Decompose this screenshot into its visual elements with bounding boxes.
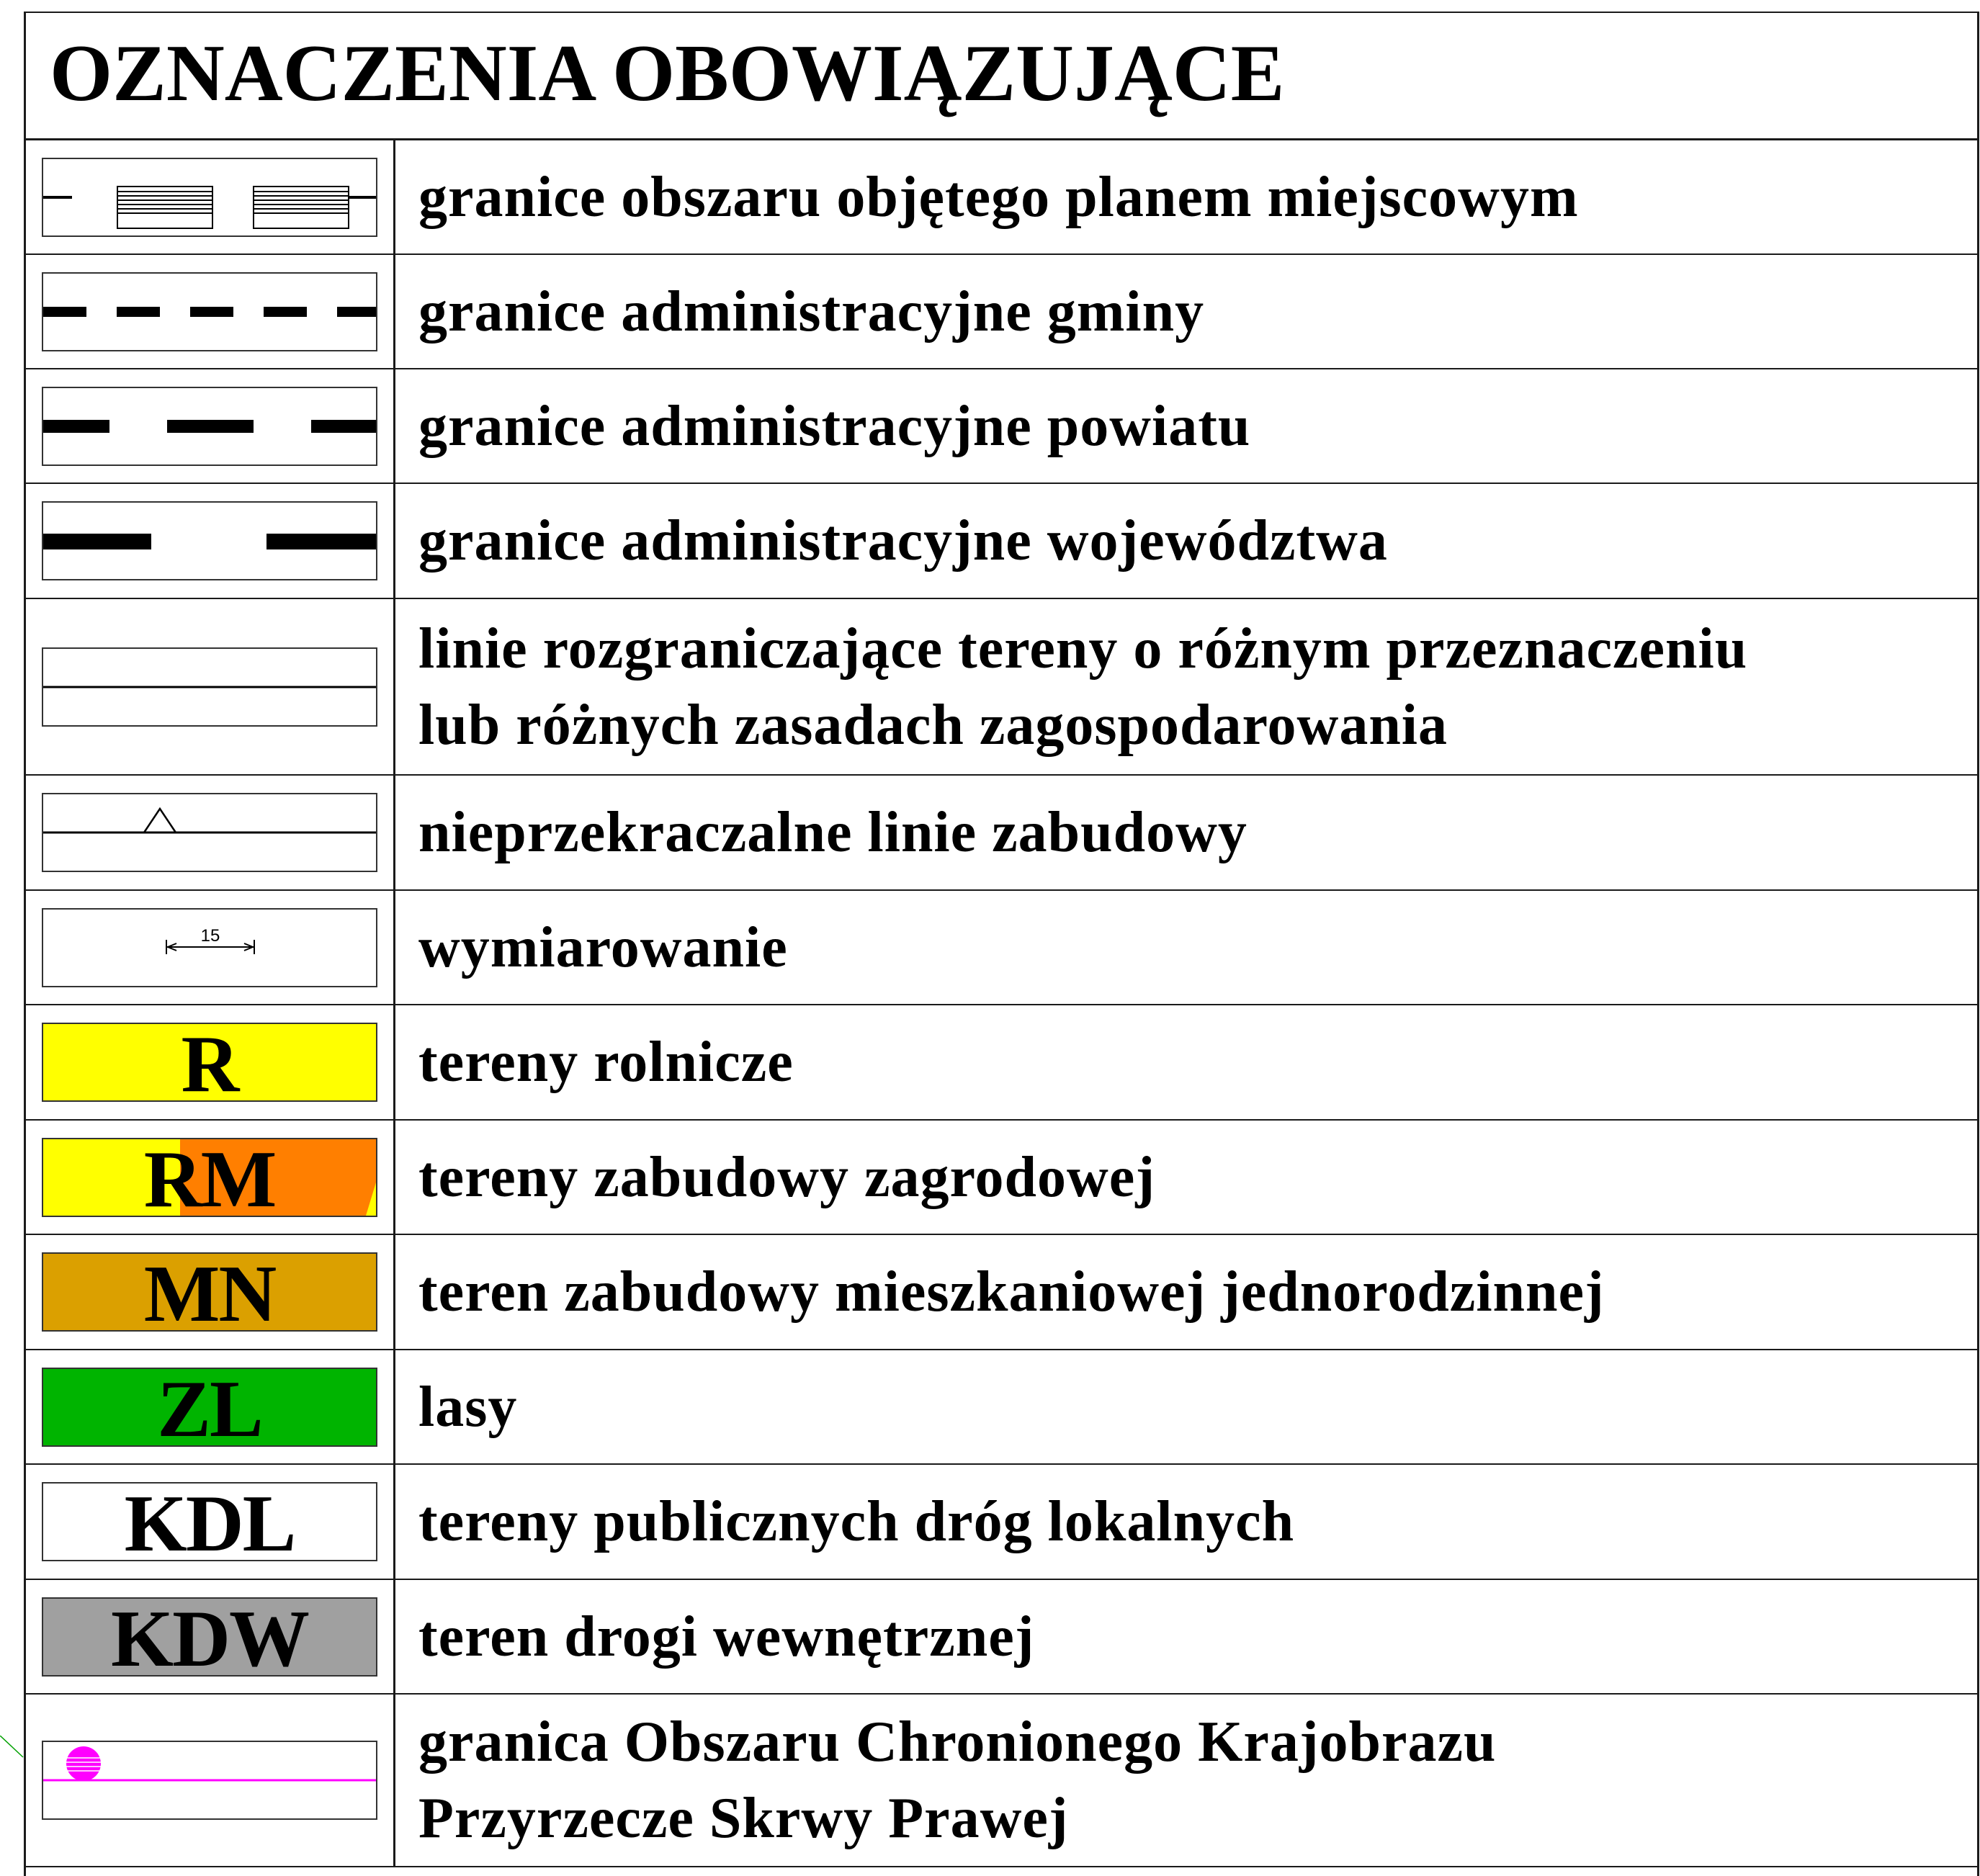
legend-row-zone-kdl: KDL tereny publicznych dróg lokalnych: [26, 1465, 1977, 1580]
legend-table: [24, 13, 1979, 1876]
demarcation-line-symbol: [42, 647, 377, 727]
legend-row-dimension: 15 wymiarowanie: [26, 891, 1977, 1005]
powiat-boundary-symbol: [42, 387, 377, 466]
legend-title: OZNACZENIA OBOWIĄZUJĄCE: [50, 29, 1285, 118]
legend-row-zone-r: R tereny rolnicze: [26, 1005, 1977, 1121]
legend-row-plan-boundary: [26, 140, 1977, 255]
legend-row-wojewodztwo-boundary: granice administracyjne województwa: [26, 484, 1977, 599]
edge-mark: [0, 1736, 24, 1779]
zone-kdw-swatch: [42, 1597, 377, 1677]
zone-code: ZL: [157, 1367, 262, 1447]
zone-mn-swatch: [42, 1252, 377, 1332]
zone-r-swatch: [42, 1023, 377, 1102]
zone-code: KDL: [124, 1482, 295, 1561]
dimension-symbol: [42, 908, 377, 987]
zone-zl-swatch: [42, 1368, 377, 1447]
plan-boundary-symbol: [42, 158, 377, 237]
legend-row-protected-area: granica Obszaru Chronionego Krajobrazu Przyrzecze Skrwy Prawej: [26, 1695, 1977, 1867]
zone-kdl-swatch: [42, 1482, 377, 1561]
wojewodztwo-boundary-symbol: [42, 501, 377, 580]
legend-row-building-line: nieprzekraczalne linie zabudowy: [26, 776, 1977, 891]
zone-code: KDW: [111, 1597, 308, 1677]
building-line-symbol: [42, 793, 377, 872]
legend-row-zone-kdw: KDW teren drogi wewnętrznej: [26, 1580, 1977, 1695]
legend-title-row: [26, 13, 1977, 140]
zone-rm-swatch: [42, 1138, 377, 1217]
legend-row-demarcation-line: linie rozgraniczające tereny o różnym przeznaczeniu lub różnych zasadach zagospodarowania: [26, 599, 1977, 776]
dimension-value: 15: [200, 925, 220, 946]
legend-row-description: granice obszaru objętego planem miejscowym: [418, 165, 1579, 229]
legend-row-powiat-boundary: granice administracyjne powiatu: [26, 369, 1977, 484]
legend-row-zone-rm: RM tereny zabudowy zagrodowej: [26, 1121, 1977, 1235]
zone-code: RM: [143, 1137, 276, 1217]
zone-code: R: [181, 1023, 238, 1102]
zone-code: MN: [143, 1252, 276, 1332]
protected-area-symbol: [42, 1741, 377, 1820]
legend-row-zone-zl: ZL lasy: [26, 1350, 1977, 1465]
legend-row-zone-mn: MN teren zabudowy mieszkaniowej jednorodzinnej: [26, 1235, 1977, 1350]
gmina-boundary-symbol: [42, 272, 377, 351]
legend-row-gmina-boundary: granice administracyjne gminy: [26, 255, 1977, 369]
